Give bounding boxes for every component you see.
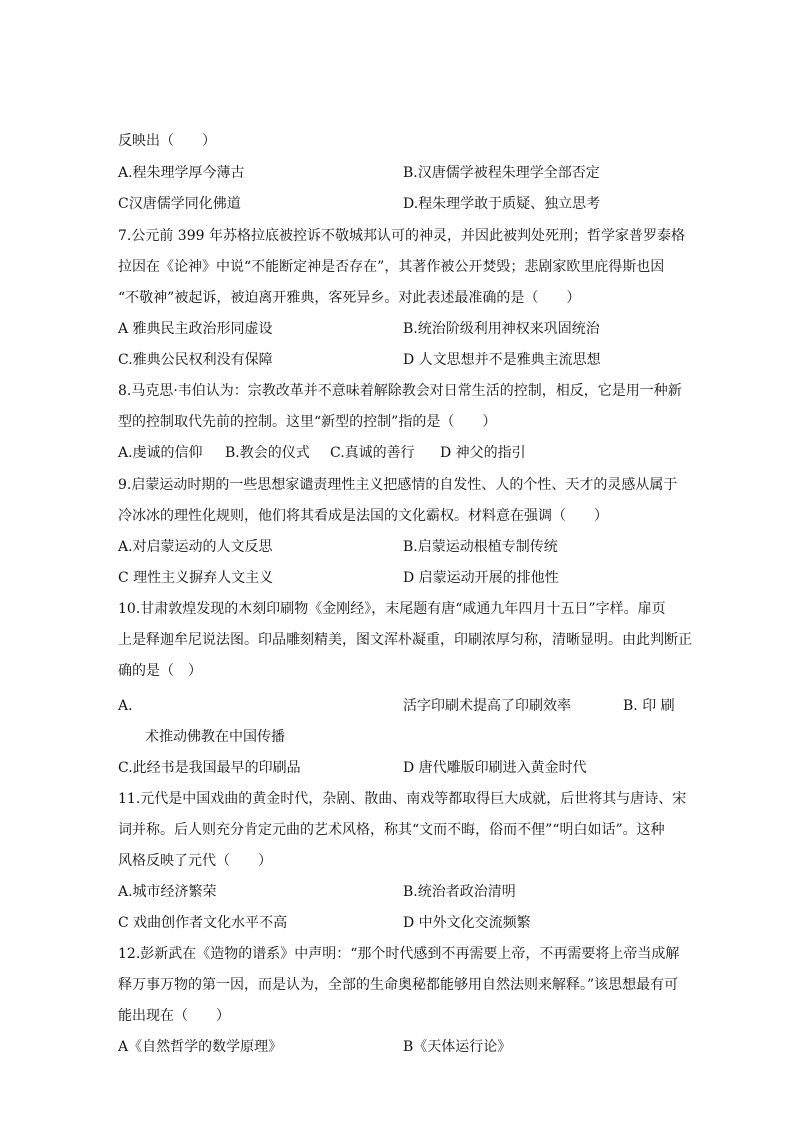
q10-option-d: D 唐代雕版印刷进入黄金时代	[403, 760, 587, 776]
q12-option-b: B《天体运行论》	[403, 1039, 512, 1055]
q8-option-d: D 神父的指引	[440, 445, 526, 461]
q9-line-1: 9.启蒙运动时期的一些思想家谴责理性主义把感情的自发性、人的个性、天才的灵感从属于	[118, 477, 678, 493]
q11-option-a: A.城市经济繁荣	[118, 884, 217, 900]
q9-option-d: D 启蒙运动开展的排他性	[403, 570, 559, 586]
q9-option-a: A.对启蒙运动的人文反思	[118, 539, 273, 555]
q8-option-a: A.虔诚的信仰	[118, 445, 203, 461]
q9-line-2: 冷冰冰的理性化规则，他们将其看成是法国的文化霸权。材料意在强调（ ）	[118, 508, 608, 524]
q7-option-d: D 人文思想并不是雅典主流思想	[403, 352, 601, 368]
q8-line-1: 8.马克思·韦伯认为：宗教改革并不意味着解除教会对日常生活的控制，相反，它是用一种新	[118, 383, 682, 399]
q10-option-c: C.此经书是我国最早的印刷品	[118, 760, 301, 776]
q12-line-3: 能出现在（ ）	[118, 1008, 230, 1024]
q8-line-2: 型的控制取代先前的控制。这里“新型的控制”指的是（ ）	[118, 414, 497, 430]
q6-option-d: D.程朱理学敢于质疑、独立思考	[403, 196, 601, 212]
q12-line-1: 12.彭新武在《造物的谱系》中声明：“那个时代感到不再需要上帝，不再需要将上帝当成解	[118, 946, 680, 962]
q12-line-2: 释万事万物的第一因，而是认为，全部的生命奥秘都能够用自然法则来解释。”该思想最有可	[118, 977, 679, 993]
q7-option-b: B.统治阶级利用神权来巩固统治	[403, 321, 600, 337]
q7-line-1: 7.公元前 399 年苏格拉底被控诉不敬城邦认可的神灵，并因此被判处死刑；哲学家普罗泰格	[118, 228, 685, 244]
q10-line-3: 确的是（ ）	[118, 663, 202, 679]
q7-line-2: 拉因在《论神》中说“不能断定神是否存在”，其著作被公开焚毁；悲剧家欧里庇得斯也因	[118, 259, 665, 275]
q10-option-b-label: B. 印 刷	[623, 698, 675, 714]
q6-text: 反映出（ ）	[118, 133, 216, 149]
q6-option-b: B.汉唐儒学被程朱理学全部否定	[403, 165, 600, 181]
q10-option-a-label: A.	[118, 698, 133, 714]
q7-line-3: “不敬神”被起诉，被迫离开雅典，客死异乡。对此表述最准确的是（ ）	[118, 290, 581, 306]
q11-line-1: 11.元代是中国戏曲的黄金时代，杂剧、散曲、南戏等都取得巨大成就，后世将其与唐诗、宋	[118, 791, 687, 807]
q9-option-b: B.启蒙运动根植专制传统	[403, 539, 558, 555]
q8-option-b: B.教会的仪式	[225, 445, 310, 461]
q12-option-a: A《自然哲学的数学原理》	[118, 1039, 283, 1055]
q10-option-b: 术推动佛教在中国传播	[145, 729, 285, 745]
q10-line-1: 10.甘肃敦煌发现的木刻印刷物《金刚经》，末尾题有唐“咸通九年四月十五日”字样。扉页	[118, 601, 666, 617]
q6-option-c: C汉唐儒学同化佛道	[118, 196, 241, 212]
q11-line-3: 风格反映了元代（ ）	[118, 853, 272, 869]
q9-option-c: C 理性主义摒弃人文主义	[118, 570, 274, 586]
q7-option-a: A 雅典民主政治形同虚设	[118, 321, 273, 337]
q7-option-c: C.雅典公民权利没有保障	[118, 352, 273, 368]
q8-option-c: C.真诚的善行	[330, 445, 415, 461]
q10-option-a: 活字印刷术提高了印刷效率	[403, 698, 571, 714]
q6-option-a: A.程朱理学厚今薄古	[118, 165, 245, 181]
q11-option-c: C 戏曲创作者文化水平不高	[118, 915, 288, 931]
q10-line-2: 上是释迦牟尼说法图。印品雕刻精美，图文浑朴凝重，印刷浓厚匀称，清晰显明。由此判断正	[118, 632, 692, 648]
q11-option-b: B.统治者政治清明	[403, 884, 516, 900]
q11-line-2: 词并称。后人则充分肯定元曲的艺术风格，称其“文而不晦，俗而不俚”“明白如话”。这种	[118, 822, 665, 838]
q11-option-d: D 中外文化交流频繁	[403, 915, 531, 931]
